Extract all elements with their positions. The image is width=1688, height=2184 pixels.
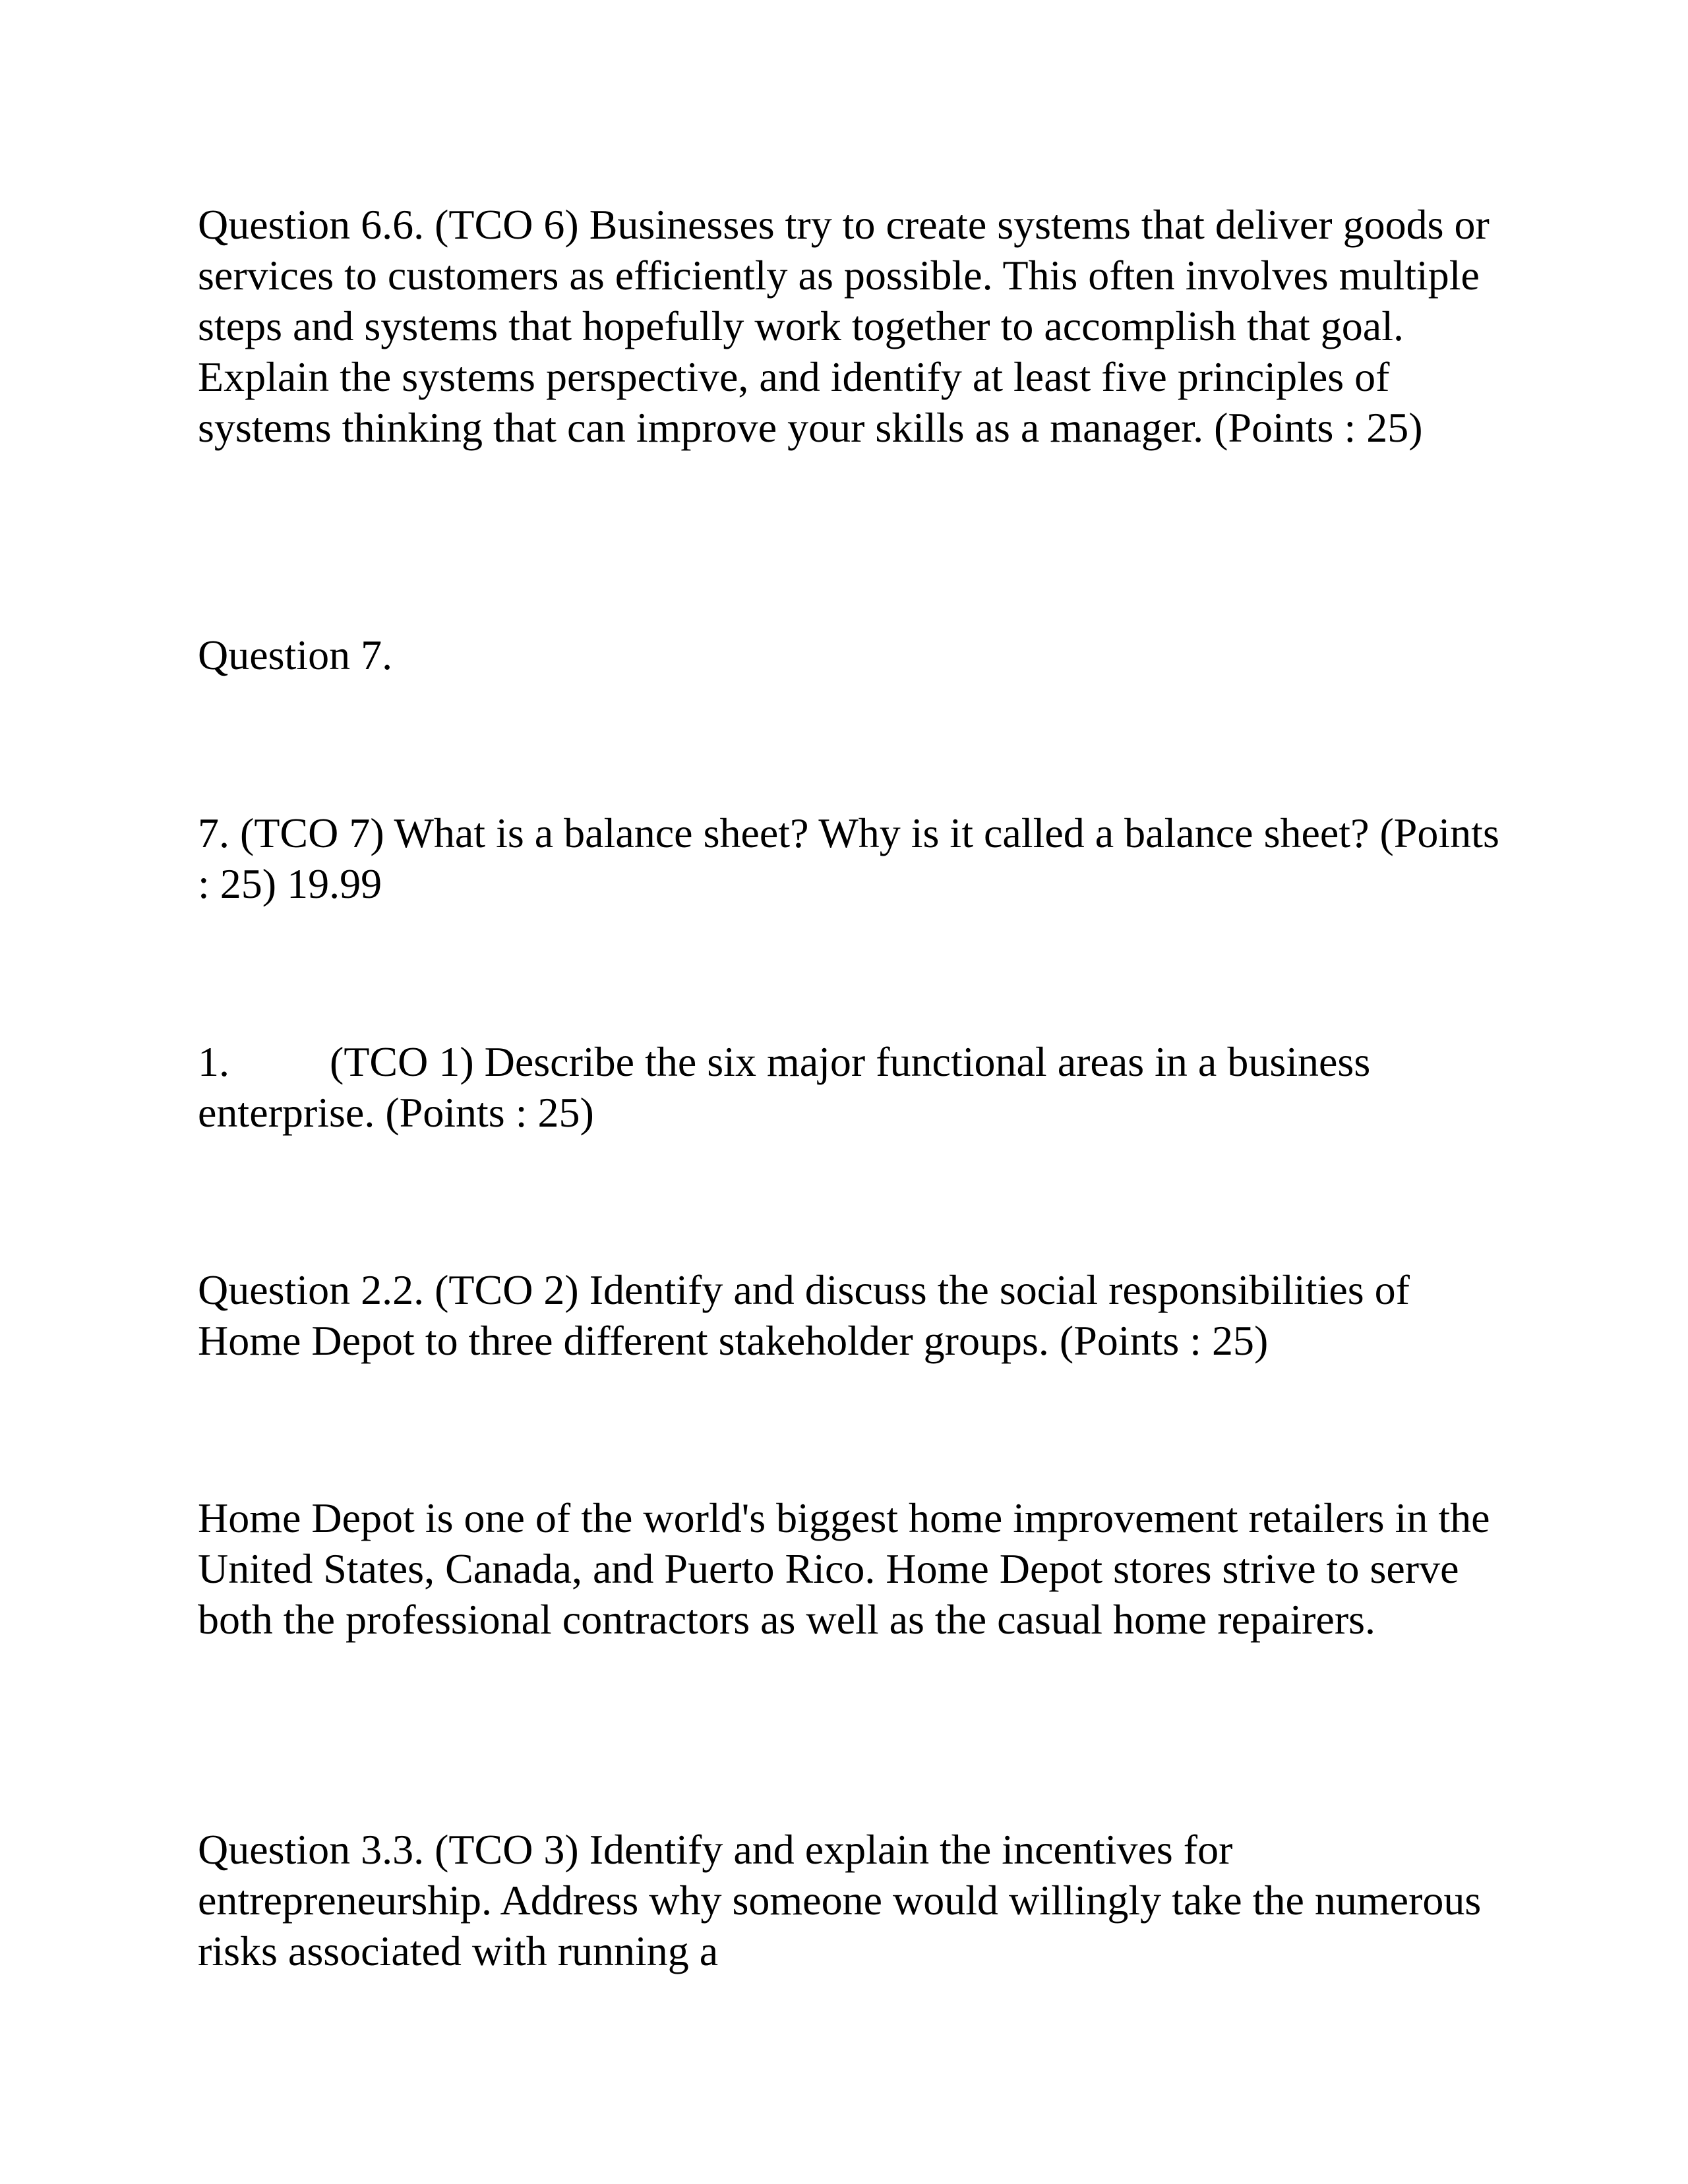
- question-6-paragraph: Question 6.6. (TCO 6) Businesses try to create systems that deliver goods or services to customers as efficiently as possible. This often involves multiple steps and systems that hopefully work together to accomplish that goal. Explain the systems perspective, and identify at least five principles of systems thinking that can improve your skills as a manager. (Points : 25): [198, 201, 1490, 451]
- home-depot-paragraph: Home Depot is one of the world's biggest home improvement retailers in the United States, Canada, and Puerto Rico. Home Depot stores strive to serve both the professional contractors as well as the casual home repairers.: [198, 1494, 1490, 1643]
- question-7-heading: Question 7.: [198, 632, 393, 678]
- question-2-paragraph: Question 2.2. (TCO 2) Identify and discuss the social responsibilities of Home Depot to three different stakeholder groups. (Points : 25): [198, 1266, 1410, 1364]
- question-7-paragraph: 7. (TCO 7) What is a balance sheet? Why is it called a balance sheet? (Points : 25) 19.99: [198, 810, 1499, 907]
- question-1-paragraph: [198, 1036, 1503, 1138]
- question-3-paragraph: Question 3.3. (TCO 3) Identify and explain the incentives for entrepreneurship. Address why someone would willingly take the numerous risks associated with running a: [198, 1826, 1482, 1974]
- question-1-text: (TCO 1) Describe the six major functional areas in a business enterprise. (Points : 25): [198, 1038, 1371, 1136]
- question-1-number: 1.: [198, 1038, 229, 1085]
